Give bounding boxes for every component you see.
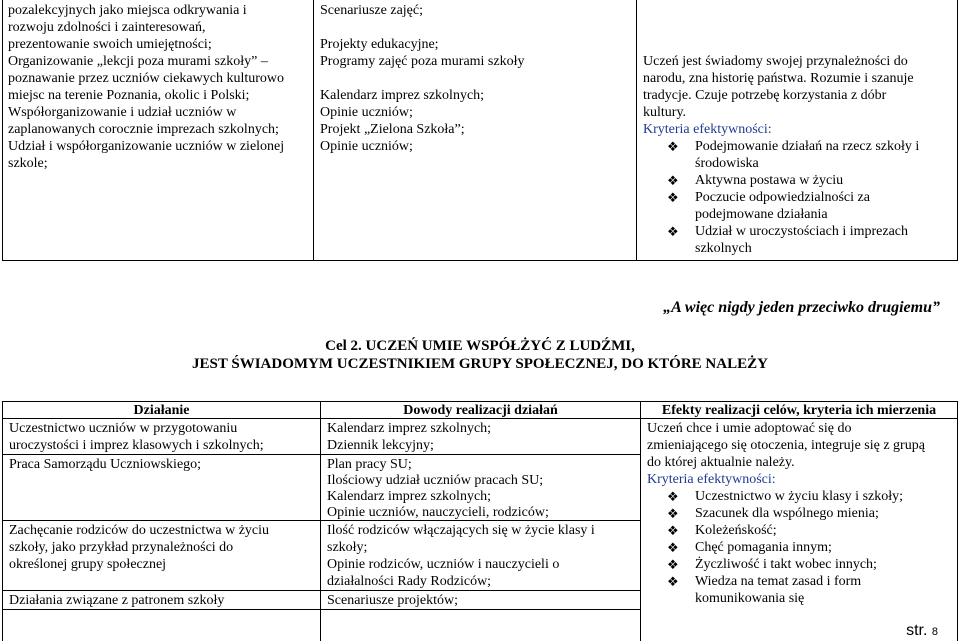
text-line: pozalekcyjnych jako miejsca odkrywania i bbox=[8, 3, 247, 18]
text-line: Opinie uczniów, nauczycieli, rodziców; bbox=[327, 505, 549, 520]
bullet-line: szkolnych bbox=[695, 241, 752, 256]
criteria-label: Kryteria efektywności: bbox=[643, 122, 772, 137]
text-line: Scenariusze projektów; bbox=[327, 593, 459, 608]
text-line: Ilościowy udział uczniów pracach SU; bbox=[327, 473, 544, 488]
text-line: określonej grupy społecznej bbox=[9, 557, 167, 572]
text-line: Współorganizowanie i udział uczniów w bbox=[8, 105, 237, 120]
text-line: Udział i współorganizowanie uczniów w zielonej bbox=[8, 139, 285, 154]
row-border bbox=[2, 609, 640, 610]
bottom-table-left-border bbox=[2, 401, 3, 641]
criteria-label: Kryteria efektywności: bbox=[647, 472, 776, 487]
text-line: Uczeń chce i umie adoptować się do bbox=[647, 421, 852, 436]
text-line: szkoły; bbox=[327, 540, 368, 555]
text-line: Praca Samorządu Uczniowskiego; bbox=[9, 457, 202, 472]
bullet-line: Aktywna postawa w życiu bbox=[695, 173, 844, 188]
text-line: Programy zajęć poza murami szkoły bbox=[320, 54, 525, 69]
text-line: poznawanie przez uczniów ciekawych kulturowo bbox=[8, 71, 284, 86]
bottom-table-divider-1 bbox=[320, 401, 321, 641]
bullet-line: komunikowania się bbox=[695, 591, 805, 606]
text-line: do której aktualnie należy. bbox=[647, 455, 795, 470]
text-line: szkoły, jako przykład przynależności do bbox=[9, 540, 234, 555]
row-border bbox=[2, 454, 640, 455]
top-table-left-border bbox=[2, 0, 3, 261]
diamond-cross-bullet-icon: ❖ bbox=[667, 489, 679, 504]
criteria-bullet bbox=[667, 189, 919, 223]
top-table-divider-1 bbox=[313, 0, 314, 261]
page-number-value: 8 bbox=[931, 626, 938, 638]
text-line: tradycje. Czuje potrzebę korzystania z dóbr bbox=[643, 88, 887, 103]
top-col1-text bbox=[8, 2, 284, 172]
diamond-cross-bullet-icon: ❖ bbox=[667, 139, 679, 154]
header-dowody: Dowody realizacji działań bbox=[403, 403, 558, 418]
bullet-line: Podejmowanie działań na rzecz szkoły i bbox=[695, 139, 920, 154]
text-line: rozwoju zdolności i zainteresowań, bbox=[8, 20, 206, 35]
bullet-line: Poczucie odpowiedzialności za bbox=[695, 190, 870, 205]
bullet-line: Chęć pomagania innym; bbox=[695, 540, 832, 555]
criteria-bullet bbox=[667, 573, 925, 607]
bottom-table-divider-2 bbox=[640, 401, 641, 641]
bullet-line: Uczestnictwo w życiu klasy i szkoły; bbox=[695, 489, 904, 504]
text-line: Ilość rodziców włączających się w życie klasy i bbox=[327, 523, 595, 538]
top-table-divider-2 bbox=[636, 0, 637, 261]
bottom-table-right-border bbox=[957, 401, 958, 641]
text-line: uroczystości i imprez klasowych i szkolnych; bbox=[9, 438, 264, 453]
criteria-bullet bbox=[667, 505, 925, 522]
text-line: prezentowanie swoich umiejętności; bbox=[8, 37, 212, 52]
criteria-bullet bbox=[667, 172, 919, 189]
bullet-line: środowiska bbox=[695, 156, 759, 171]
top-col3-text bbox=[643, 53, 919, 257]
text-line: narodu, zna historię państwa. Rozumie i szanuje bbox=[643, 71, 914, 86]
text-line: kultury. bbox=[643, 105, 687, 120]
text-line: Scenariusze zajęć; bbox=[320, 3, 423, 18]
diamond-cross-bullet-icon: ❖ bbox=[667, 540, 679, 555]
page-label: str. bbox=[906, 622, 928, 639]
header-efekty: Efekty realizacji celów, kryteria ich mierzenia bbox=[661, 403, 937, 418]
text-line: Zachęcanie rodziców do uczestnictwa w życiu bbox=[9, 523, 270, 538]
text-line: Uczeń jest świadomy swojej przynależności do bbox=[643, 54, 908, 69]
text-line: Organizowanie „lekcji poza murami szkoły” – bbox=[8, 54, 268, 69]
text-line: Kalendarz imprez szkolnych; bbox=[327, 421, 492, 436]
criteria-bullet bbox=[667, 522, 925, 539]
text-line: działalności Rady Rodziców; bbox=[327, 574, 492, 589]
text-line: Uczestnictwo uczniów w przygotowaniu bbox=[9, 421, 238, 436]
header-dzialanie: Działanie bbox=[133, 403, 190, 418]
bullet-line: Życzliwość i takt wobec innych; bbox=[695, 557, 877, 572]
diamond-cross-bullet-icon: ❖ bbox=[667, 523, 679, 538]
top-col2-text bbox=[320, 2, 524, 155]
text-line: Plan pracy SU; bbox=[327, 457, 412, 472]
bullet-line: Szacunek dla wspólnego mienia; bbox=[695, 506, 879, 521]
text-line: Kalendarz imprez szkolnych; bbox=[327, 489, 492, 504]
text-line: Projekty edukacyjne; bbox=[320, 37, 439, 52]
diamond-cross-bullet-icon: ❖ bbox=[667, 557, 679, 572]
bullet-line: Koleżeńskość; bbox=[695, 523, 777, 538]
bullet-line: podejmowane działania bbox=[695, 207, 828, 222]
diamond-cross-bullet-icon: ❖ bbox=[667, 173, 679, 188]
bullet-line: Udział w uroczystościach i imprezach bbox=[695, 224, 909, 239]
bullet-line: Wiedza na temat zasad i form bbox=[695, 574, 862, 589]
diamond-cross-bullet-icon: ❖ bbox=[667, 506, 679, 521]
text-line: szkole; bbox=[8, 156, 48, 171]
page-number bbox=[906, 622, 938, 641]
text-line: Opinie rodziców, uczniów i nauczycieli o bbox=[327, 557, 560, 572]
text-line: Kalendarz imprez szkolnych; bbox=[320, 88, 485, 103]
text-line: zaplanowanych corocznie imprezach szkolnych; bbox=[8, 122, 279, 137]
diamond-cross-bullet-icon: ❖ bbox=[667, 574, 679, 589]
criteria-bullet bbox=[667, 223, 919, 257]
text-line: Dziennik lekcyjny; bbox=[327, 438, 434, 453]
goal-title-line-2: JEST ŚWIADOMYM UCZESTNIKIEM GRUPY SPOŁECZNEJ, DO KTÓRE NALEŻY bbox=[192, 356, 768, 372]
diamond-cross-bullet-icon: ❖ bbox=[667, 190, 679, 205]
top-table-bottom-border bbox=[2, 260, 958, 261]
criteria-bullet bbox=[667, 488, 925, 505]
criteria-bullet bbox=[667, 138, 919, 172]
motto: „A więc nigdy jeden przeciwko drugiemu” bbox=[663, 299, 940, 316]
top-table-right-border bbox=[957, 0, 958, 261]
text-line: Projekt „Zielona Szkoła”; bbox=[320, 122, 465, 137]
goal-title-line-1: Cel 2. UCZEŃ UMIE WSPÓŁŻYĆ Z LUDŹMI, bbox=[325, 338, 635, 354]
text-line: Działania związane z patronem szkoły bbox=[9, 593, 225, 608]
text-line: miejsc na terenie Poznania, okolic i Polski; bbox=[8, 88, 250, 103]
criteria-bullet bbox=[667, 556, 925, 573]
diamond-cross-bullet-icon: ❖ bbox=[667, 224, 679, 239]
bottom-col3-text bbox=[647, 420, 925, 607]
text-line: zmieniającego się otoczenia, integruje się z grupą bbox=[647, 438, 925, 453]
row-border bbox=[2, 590, 640, 591]
criteria-bullet bbox=[667, 539, 925, 556]
text-line: Opinie uczniów; bbox=[320, 139, 413, 154]
text-line: Opinie uczniów; bbox=[320, 105, 413, 120]
